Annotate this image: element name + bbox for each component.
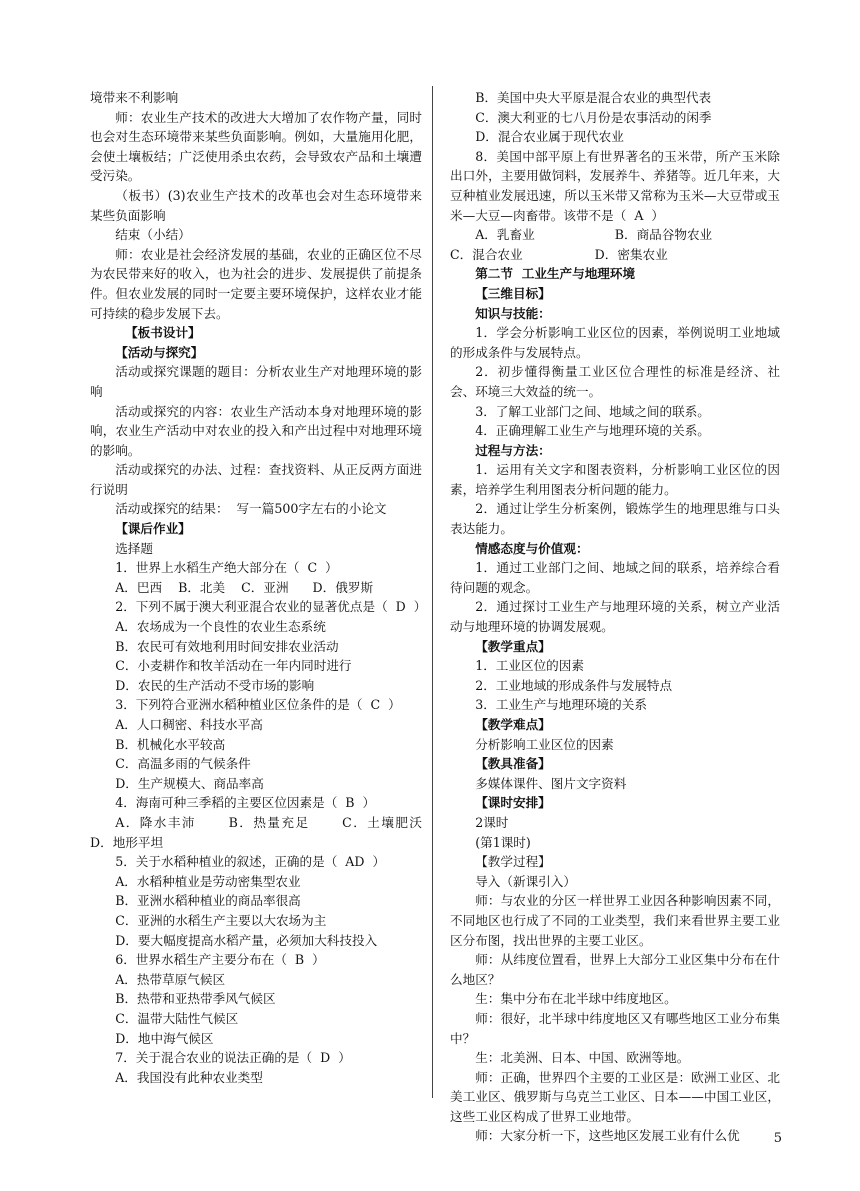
- text-line: （板书）(3)农业生产技术的改革也会对生态环境带来某些负面影响: [90, 187, 422, 223]
- text-line: 1．运用有关文字和图表资料，分析影响工业区位的因素，培养学生利用图表分析问题的能力。: [450, 462, 780, 497]
- text-line: 师：农业是社会经济发展的基础，农业的正确区位不尽为农民带来好的收入，也为社会的进步、发展提供了前提条件。但农业发展的同时一定要主要环境保护，这样农业才能可持续的稳步发展下去。: [90, 246, 422, 321]
- text-line: D．地中海气候区: [115, 1030, 214, 1046]
- text-line: 第二节 工业生产与地理环境: [475, 266, 636, 282]
- text-line: B．热带和亚热带季风气候区: [115, 991, 276, 1007]
- text-line: C．亚洲的水稻生产主要以大农场为主: [115, 912, 327, 928]
- column-divider: [432, 86, 433, 1098]
- text-line: A．农场成为一个良性的农业生态系统: [115, 619, 326, 635]
- text-line: 6．世界水稻生产主要分布在（ B ）: [115, 952, 325, 968]
- text-line: 【三维目标】: [475, 285, 551, 301]
- text-line: D．农民的生产活动不受市场的影响: [115, 677, 315, 693]
- text-line: D．混合农业属于现代农业: [475, 129, 624, 145]
- text-line: 知识与技能：: [475, 305, 551, 321]
- text-line: C．混合农业 D．密集农业: [450, 246, 668, 262]
- text-line: 4．海南可种三季稻的主要区位因素是（ B ）: [115, 795, 376, 811]
- text-line: 活动或探究课题的题目：分析农业生产对地理环境的影响: [90, 364, 422, 399]
- text-line: 1．世界上水稻生产绝大部分在（ C ）: [115, 560, 338, 576]
- text-line: 【教学过程】: [475, 854, 551, 870]
- text-line: 师：正确，世界四个主要的工业区是：欧洲工业区、北美工业区、俄罗斯与乌克兰工业区、日本——中国工业区，这些工业区构成了世界工业地带。: [450, 1069, 780, 1124]
- right-column: [450, 88, 780, 1146]
- text-line: 2．通过让学生分析案例，锻炼学生的地理思维与口头表达能力。: [450, 501, 780, 537]
- text-line: B．美国中央大平原是混合农业的典型代表: [475, 90, 712, 105]
- text-line: 3．了解工业部门之间、地域之间的联系。: [475, 403, 710, 419]
- text-line: 1．工业区位的因素: [475, 658, 584, 674]
- text-line: 1．学会分析影响工业区位的因素，举例说明工业地域的形成条件与发展特点。: [450, 325, 780, 360]
- text-line: 选择题: [115, 540, 153, 556]
- text-line: A．我国没有此种农业类型: [115, 1069, 263, 1085]
- text-line: 过程与方法：: [475, 442, 551, 458]
- page-number: 5: [773, 1131, 782, 1146]
- text-line: 2．下列不属于澳大利亚混合农业的显著优点是（ D ）: [115, 599, 427, 615]
- text-line: 2．通过探讨工业生产与地理环境的关系，树立产业活动与地理环境的协调发展观。: [450, 599, 780, 635]
- text-line: (第1课时): [475, 834, 531, 850]
- text-line: 7．关于混合农业的说法正确的是（ D ）: [115, 1050, 351, 1066]
- text-line: B．农民可有效地利用时间安排农业活动: [115, 638, 339, 654]
- text-line: 活动或探究的办法、过程：查找资料、从正反两方面进行说明: [90, 462, 422, 497]
- text-line: A．水稻种植业是劳动密集型农业: [115, 873, 301, 889]
- text-line: 【活动与探究】: [115, 344, 204, 360]
- text-line: 师：大家分析一下，这些地区发展工业有什么优: [475, 1128, 740, 1144]
- text-line: 【教具准备】: [475, 756, 551, 772]
- text-line: 活动或探究的结果： 写一篇500字左右的小论文: [115, 501, 387, 517]
- text-line: 3．下列符合亚洲水稻种植业区位条件的是（ C ）: [115, 697, 401, 713]
- text-line: 生：北美洲、日本、中国、欧洲等地。: [475, 1050, 690, 1066]
- text-line: A．降水丰沛 B．热量充足 C．土壤肥沃 D．地形平坦: [90, 814, 447, 850]
- text-line: 【课时安排】: [475, 795, 551, 811]
- text-line: 情感态度与价值观：: [475, 540, 589, 556]
- text-line: 生：集中分布在北半球中纬度地区。: [475, 991, 677, 1007]
- text-line: A．热带草原气候区: [115, 971, 226, 987]
- left-column: [90, 88, 447, 1087]
- text-line: 1．通过工业部门之间、地域之间的联系，培养综合看待问题的观念。: [450, 560, 780, 595]
- text-line: C．澳大利亚的七八月份是农事活动的闲季: [475, 109, 712, 125]
- text-line: C．温带大陆性气候区: [115, 1010, 239, 1026]
- text-line: 4．正确理解工业生产与地理环境的关系。: [475, 423, 710, 439]
- text-line: 5．关于水稻种植业的叙述，正确的是（ AD ）: [115, 854, 386, 870]
- text-line: 师：与农业的分区一样世界工业因各种影响因素不同，不同地区也行成了不同的工业类型，我们来看世界主要工业区分布图，找出世界的主要工业区。: [450, 893, 780, 948]
- text-line: 多媒体课件、图片文字资料: [475, 775, 627, 791]
- text-line: 8．美国中部平原上有世界著名的玉米带，所产玉米除出口外，主要用做饲料，发展养牛、养猪等。近几年来，大豆种植业发展迅速，所以玉米带又常称为玉米—大豆带或玉米—大豆—肉畜带。该带不是（ A ）: [450, 148, 780, 223]
- text-line: 师：农业生产技术的改进大大增加了农作物产量，同时也会对生态环境带来某些负面影响。例如，大量施用化肥，会使土壤板结；广泛使用杀虫农药，会导致农产品和土壤遭受污染。: [90, 109, 422, 184]
- text-line: B．亚洲水稻种植业的商品率很高: [115, 893, 301, 909]
- text-line: 【教学难点】: [475, 717, 551, 732]
- text-line: C．高温多雨的气候条件: [115, 756, 251, 772]
- text-line: 师：很好，北半球中纬度地区又有哪些地区工业分布集中？: [450, 1010, 780, 1046]
- text-line: A．人口稠密、科技水平高: [115, 717, 263, 732]
- text-line: A．乳畜业 B．商品谷物农业: [475, 227, 713, 243]
- text-line: 导入（新课引入）: [475, 873, 576, 889]
- text-line: 师：从纬度位置看，世界上大部分工业区集中分布在什么地区？: [450, 952, 780, 987]
- text-line: 分析影响工业区位的因素: [475, 736, 614, 752]
- text-line: 2．工业地域的形成条件与发展特点: [475, 677, 673, 693]
- text-line: 2课时: [475, 814, 509, 830]
- text-line: 【课后作业】: [115, 521, 191, 537]
- text-line: D．要大幅度提高水稻产量，必须加大科技投入: [115, 932, 378, 948]
- text-line: 结束（小结）: [115, 227, 191, 243]
- text-line: D．生产规模大、商品率高: [115, 775, 264, 791]
- text-line: 境带来不利影响: [90, 90, 179, 105]
- text-line: 3．工业生产与地理环境的关系: [475, 697, 647, 713]
- text-line: 【教学重点】: [475, 638, 551, 654]
- text-line: C．小麦耕作和牧羊活动在一年内同时进行: [115, 658, 352, 674]
- text-line: A．巴西 B．北美 C．亚洲 D．俄罗斯: [115, 579, 374, 595]
- text-line: B．机械化水平较高: [115, 736, 226, 752]
- text-line: 2．初步懂得衡量工业区位合理性的标准是经济、社会、环境三大效益的统一。: [450, 364, 780, 399]
- text-line: 【板书设计】: [90, 325, 201, 341]
- text-line: 活动或探究的内容：农业生产活动本身对地理环境的影响，农业生产活动中对农业的投入和产出过程中对地理环境的影响。: [90, 403, 422, 458]
